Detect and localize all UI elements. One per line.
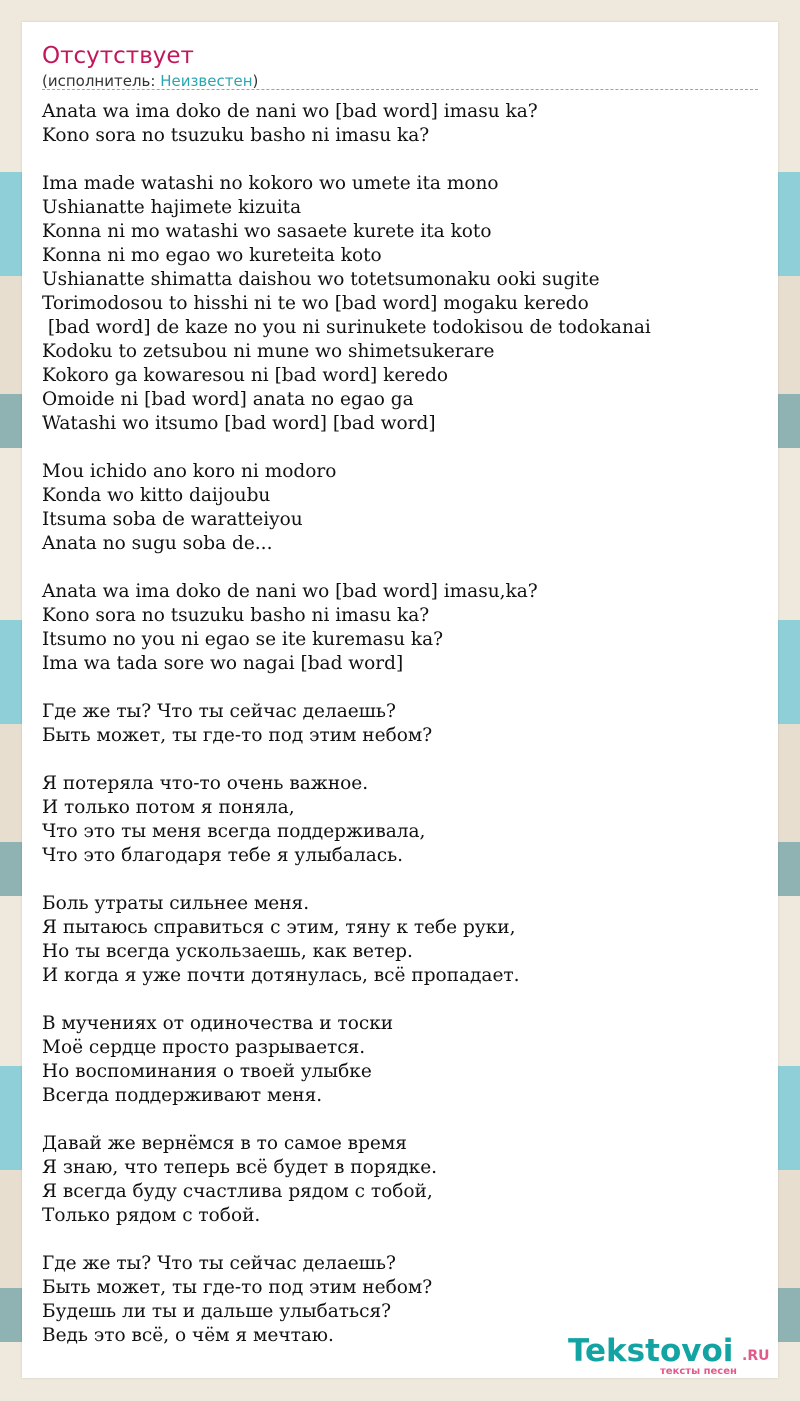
lyric-line: Всегда поддерживают меня. bbox=[42, 1085, 323, 1106]
lyric-line: Что это благодаря тебе я улыбалась. bbox=[42, 845, 404, 866]
lyric-line: Ведь это всё, о чём я мечтаю. bbox=[42, 1325, 334, 1346]
lyric-line: Давай же вернёмся в то самое время bbox=[42, 1133, 407, 1154]
lyric-line: Будешь ли ты и дальше улыбаться? bbox=[42, 1301, 392, 1322]
lyric-line: И когда я уже почти дотянулась, всё пропадает. bbox=[42, 965, 520, 986]
lyric-line: Ushianatte shimatta daishou wo totetsumonaku ooki sugite bbox=[42, 269, 600, 290]
lyric-line: Torimodosou to hisshi ni te wo [bad word] mogaku keredo bbox=[42, 293, 589, 314]
lyric-line: Где же ты? Что ты сейчас делаешь? bbox=[42, 1253, 396, 1274]
lyric-line: Omoide ni [bad word] anata no egao ga bbox=[42, 389, 414, 410]
lyric-line: Где же ты? Что ты сейчас делаешь? bbox=[42, 701, 396, 722]
lyric-line: Kono sora no tsuzuku basho ni imasu ka? bbox=[42, 125, 430, 146]
site-logo[interactable] bbox=[568, 1333, 778, 1378]
lyric-line: [bad word] de kaze no you ni surinukete todokisou de todokanai bbox=[42, 317, 651, 338]
lyric-line: Ushianatte hajimete kizuita bbox=[42, 197, 302, 218]
lyric-line: Watashi wo itsumo [bad word] [bad word] bbox=[42, 413, 436, 434]
lyric-line: Быть может, ты где-то под этим небом? bbox=[42, 725, 433, 746]
lyric-line: Но ты всегда ускользаешь, как ветер. bbox=[42, 941, 413, 962]
lyric-line: Я всегда буду счастлива рядом с тобой, bbox=[42, 1181, 433, 1202]
lyric-line: Только рядом с тобой. bbox=[42, 1205, 261, 1226]
lyric-line: Itsumo no you ni egao se ite kuremasu ka? bbox=[42, 629, 444, 650]
lyric-line: Konna ni mo watashi wo sasaete kurete ita koto bbox=[42, 221, 492, 242]
lyric-line: Быть может, ты где-то под этим небом? bbox=[42, 1277, 433, 1298]
lyric-line: Я пытаюсь справиться с этим, тяну к тебе руки, bbox=[42, 917, 516, 938]
lyric-line: Konna ni mo egao wo kureteita koto bbox=[42, 245, 382, 266]
lyric-line: Ima made watashi no kokoro wo umete ita mono bbox=[42, 173, 499, 194]
lyric-line: Я знаю, что теперь всё будет в порядке. bbox=[42, 1157, 438, 1178]
lyric-line: Моё сердце просто разрывается. bbox=[42, 1037, 366, 1058]
artist-line bbox=[42, 71, 258, 91]
title-divider bbox=[42, 89, 758, 90]
lyric-line: Anata wa ima doko de nani wo [bad word] imasu ka? bbox=[42, 101, 538, 122]
artist-link[interactable]: Неизвестен bbox=[160, 72, 253, 90]
logo-tagline: тексты песен bbox=[660, 1366, 737, 1377]
lyric-line: Боль утраты сильнее меня. bbox=[42, 893, 310, 914]
lyric-line: Kodoku to zetsubou ni mune wo shimetsukerare bbox=[42, 341, 495, 362]
lyric-line: Mou ichido ano koro ni modoro bbox=[42, 461, 337, 482]
logo-name: Tekstovoi bbox=[568, 1333, 734, 1369]
logo-domain: .RU bbox=[742, 1348, 770, 1364]
lyric-line: Kokoro ga kowaresou ni [bad word] keredo bbox=[42, 365, 449, 386]
lyric-line: Но воспоминания о твоей улыбке bbox=[42, 1061, 372, 1082]
artist-suffix: ) bbox=[252, 72, 259, 90]
lyric-line: Konda wo kitto daijoubu bbox=[42, 485, 271, 506]
lyrics-text bbox=[42, 100, 762, 1348]
lyric-line: Anata wa ima doko de nani wo [bad word] imasu,ka? bbox=[42, 581, 538, 602]
lyric-line: В мучениях от одиночества и тоски bbox=[42, 1013, 394, 1034]
artist-prefix: (исполнитель: bbox=[42, 72, 161, 90]
lyric-line: Itsuma soba de waratteiyou bbox=[42, 509, 303, 530]
lyric-line: Что это ты меня всегда поддерживала, bbox=[42, 821, 426, 842]
lyrics-card bbox=[22, 22, 778, 1378]
song-title: Отсутствует bbox=[42, 43, 194, 69]
lyric-line: И только потом я поняла, bbox=[42, 797, 295, 818]
lyric-line: Kono sora no tsuzuku basho ni imasu ka? bbox=[42, 605, 430, 626]
lyric-line: Anata no sugu soba de... bbox=[42, 533, 273, 554]
lyric-line: Я потеряла что-то очень важное. bbox=[42, 773, 369, 794]
lyric-line: Ima wa tada sore wo nagai [bad word] bbox=[42, 653, 404, 674]
